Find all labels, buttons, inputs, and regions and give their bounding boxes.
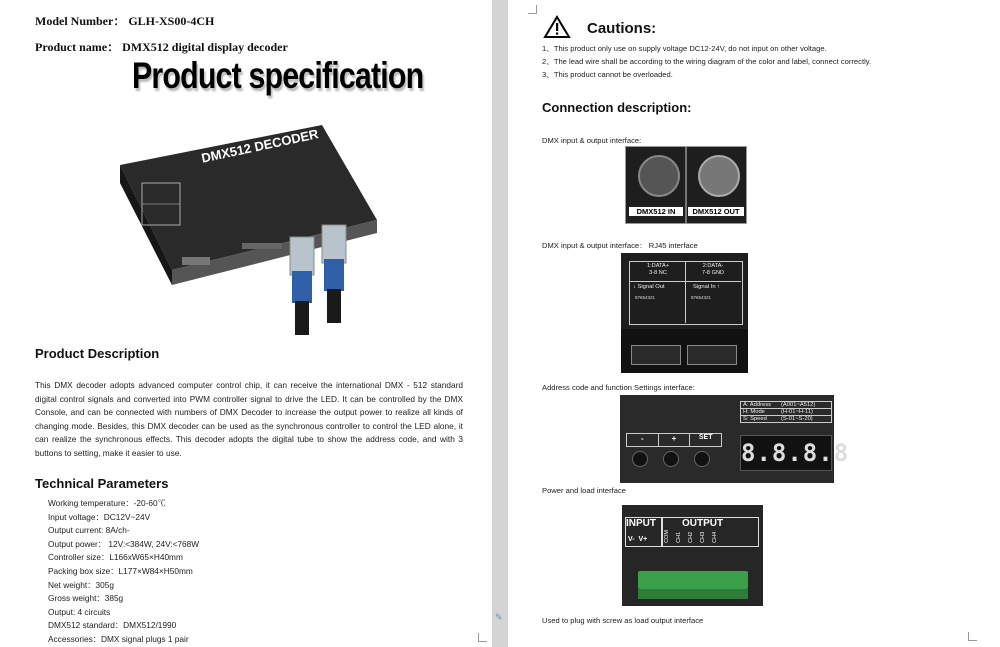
plus-button xyxy=(663,451,679,467)
xlr-connector-photo xyxy=(625,146,747,224)
output-pin: CH3 xyxy=(700,531,706,543)
caution-item: 1、This product only use on supply voltage DC12-24V, do not input on other voltage. xyxy=(542,44,827,53)
page-gutter xyxy=(492,0,508,647)
green-terminal-block xyxy=(638,571,748,589)
input-pins: V- V+ xyxy=(628,536,648,543)
document-page-left xyxy=(0,0,492,647)
dmx-caption: DMX input & output interface: xyxy=(542,136,642,145)
description-heading: Product Description xyxy=(35,346,160,361)
rj45-signal-in: Signal In ↑ xyxy=(693,284,721,290)
led-display: 8.8.8.8 xyxy=(740,435,832,471)
product-name-line: Product name： DMX512 digital display decoder xyxy=(35,40,288,54)
rj45-left-pinout: 1:DATA+ 3-8 NC xyxy=(646,263,670,276)
rj45-port xyxy=(687,345,737,365)
cautions-list xyxy=(542,43,871,82)
output-pin: CH1 xyxy=(676,531,682,543)
model-number-line: Model Number： GLH-XS00-4CH xyxy=(35,14,215,28)
legend-row: H: Mode (H-01~H-11) xyxy=(741,409,831,416)
banner-title: Product specification xyxy=(132,55,424,96)
device-label: DMX512 DECODER xyxy=(200,126,320,166)
minus-label: - xyxy=(627,434,659,446)
plus-label: + xyxy=(659,434,691,446)
output-pins xyxy=(664,530,718,543)
crop-mark xyxy=(478,633,487,642)
description-text: This DMX decoder adopts advanced computer control chip, it can receive the international DMX - 512 standard digital control signals and converted into PWM controller signal to drive the LED. It can be controlled by the DMX Console, and can be connected with numbers of DMX Decoder to increase the output power to realize all kinds of changing mode. Besides, this DMX decoder can be used as the synchronous controller to control the LED alone, it can realize the synchronous effects. This decoder adopts the digital tube to show the address code, and with 3 buttons to setting, make it easier to use. xyxy=(35,380,463,458)
param-item: Working temperature：-20-60℃ xyxy=(48,498,166,508)
power-terminal-photo xyxy=(622,505,763,606)
param-item: DMX512 standard：DMX512/1990 xyxy=(48,620,177,631)
rj45-port xyxy=(631,345,681,365)
load-caption: Used to plug with screw as load output interface xyxy=(542,616,704,625)
document-page-right xyxy=(508,0,1000,647)
params-heading: Technical Parameters xyxy=(35,476,169,491)
output-pin: CH2 xyxy=(688,531,694,543)
param-item: Gross weight：385g xyxy=(48,593,124,604)
param-item: Output: 4 circuits xyxy=(48,606,111,617)
address-panel-photo xyxy=(620,395,850,483)
rj45-pin-numbers: 87654321 xyxy=(691,295,712,300)
output-pin: COM xyxy=(664,530,670,543)
output-pin: CH4 xyxy=(712,531,718,543)
param-item: Accessories：DMX signal plugs 1 pair xyxy=(48,633,189,644)
output-label: OUTPUT xyxy=(682,518,724,529)
comment-icon[interactable]: ✎ xyxy=(495,612,503,622)
legend-row: S: Speed (S-01~S-20) xyxy=(743,416,813,422)
legend-row: A: Address (A001~A512) xyxy=(741,402,831,409)
caution-item: 3、This product cannot be overloaded. xyxy=(542,70,673,79)
warning-icon xyxy=(544,16,570,43)
xlr-in-connector xyxy=(638,155,680,197)
param-item: Output current: 8A/ch- xyxy=(48,525,130,536)
product-photo xyxy=(112,125,382,345)
param-item: Output power： 12V:<384W, 24V:<768W xyxy=(48,538,200,549)
crop-mark xyxy=(968,632,977,641)
xlr-out-connector xyxy=(698,155,740,197)
rj45-right-pinout: 2:DATA- 7-8 GND xyxy=(701,263,725,276)
crop-mark xyxy=(528,5,537,14)
param-item: Input voltage：DC12V~24V xyxy=(48,511,151,522)
caution-item: 2、The lead wire shall be according to the wiring diagram of the color and label, connect correctly. xyxy=(542,57,872,66)
param-item: Controller size：L166xW65×H40mm xyxy=(48,552,183,563)
rj45-pin-numbers: 87654321 xyxy=(635,295,656,300)
rj45-photo xyxy=(621,253,748,373)
set-label: SET xyxy=(698,434,713,441)
minus-button xyxy=(632,451,648,467)
power-caption: Power and load interface xyxy=(542,486,627,495)
button-labels xyxy=(626,433,722,447)
params-list xyxy=(48,497,199,647)
dmx-out-label: DMX512 OUT xyxy=(688,207,744,216)
connection-heading: Connection description: xyxy=(542,100,692,115)
dmx-in-label: DMX512 IN xyxy=(629,207,683,216)
rj45-caption: DMX input & output interface： RJ45 interface xyxy=(542,241,698,250)
rj45-signal-out: ↓ Signal Out xyxy=(633,284,665,290)
cautions-heading: Cautions: xyxy=(587,20,657,37)
set-button xyxy=(694,451,710,467)
param-item: Packing box size：L177×W84×H50mm xyxy=(48,565,193,576)
address-legend xyxy=(740,401,832,423)
input-label: INPUT xyxy=(626,518,656,529)
address-caption: Address code and function Settings interface: xyxy=(542,383,695,392)
param-item: Net weight：305g xyxy=(48,579,114,590)
